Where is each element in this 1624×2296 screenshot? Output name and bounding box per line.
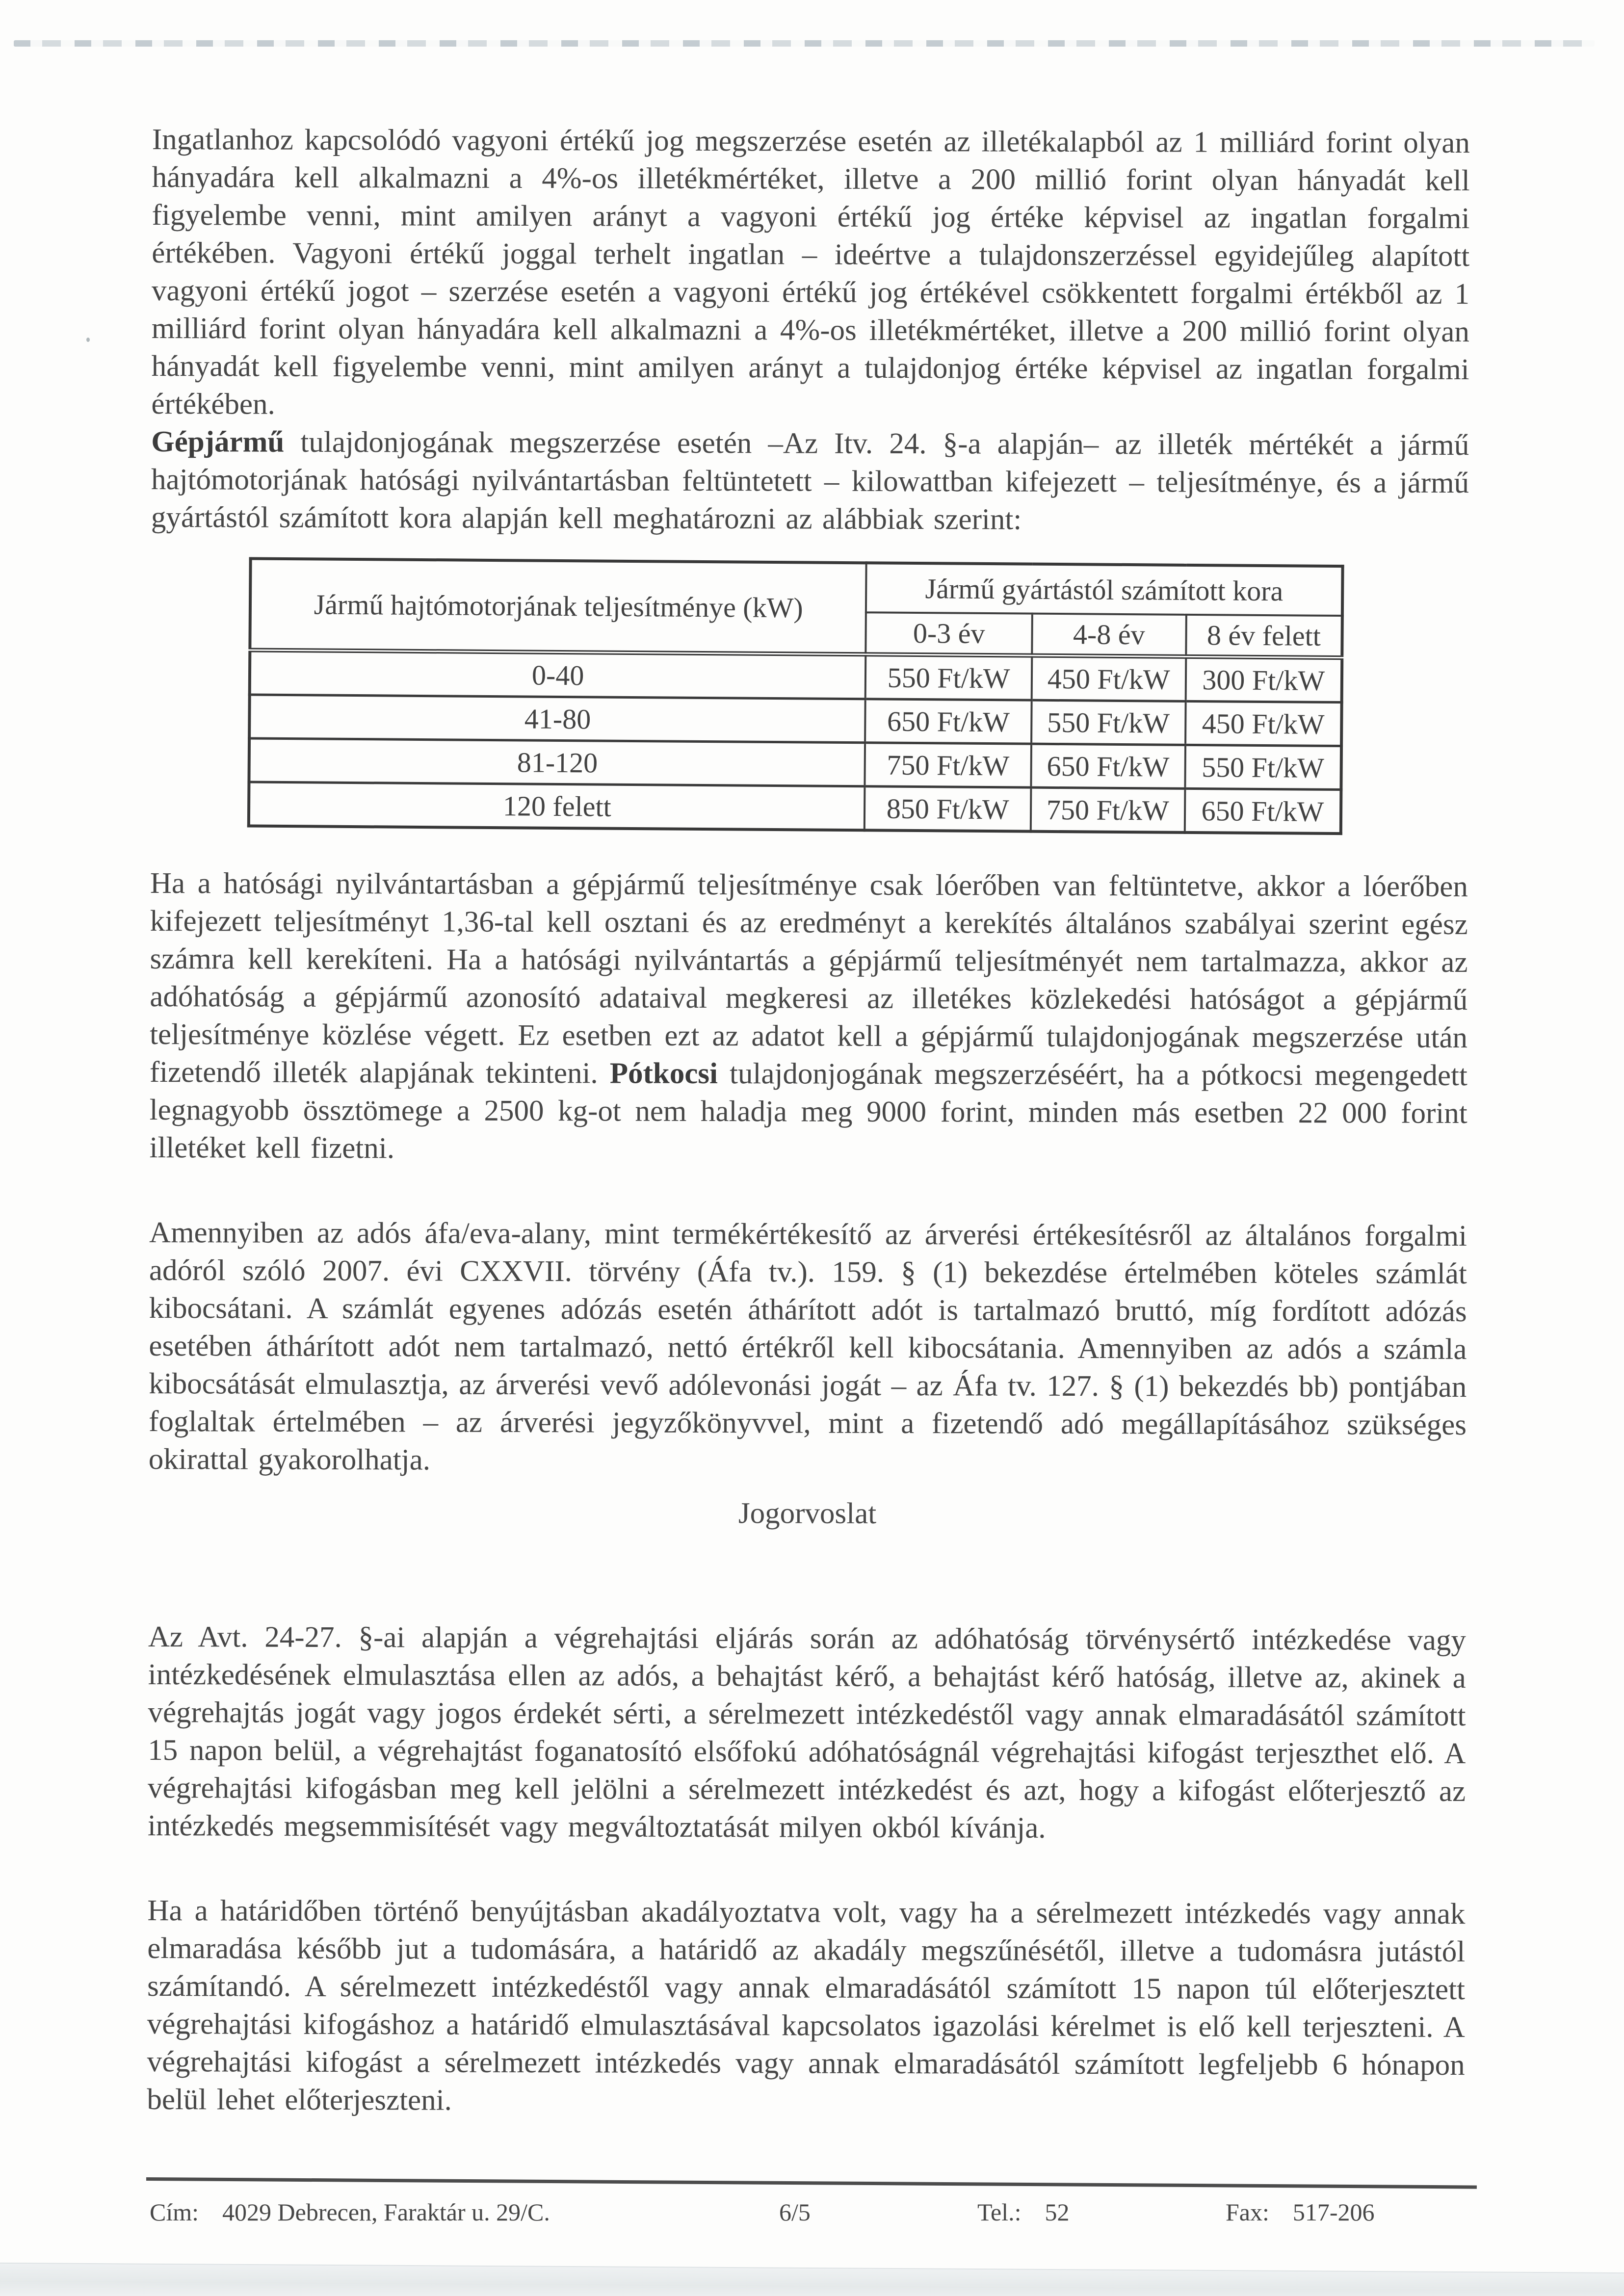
- footer-divider-rule: [146, 2177, 1477, 2189]
- rate-cell: 650 Ft/kW: [865, 699, 1032, 744]
- footer-address-label: Cím:: [150, 2198, 199, 2226]
- table-header-age-8plus: 8 év felett: [1186, 615, 1342, 658]
- table-header-age-4-8: 4-8 év: [1032, 614, 1186, 657]
- footer-telephone-value: 52: [1045, 2198, 1070, 2226]
- footer-address-value: 4029 Debrecen, Faraktár u. 29/C.: [222, 2198, 550, 2226]
- paragraph-vat-invoice: Amennyiben az adós áfa/eva-alany, mint termékértékesítő az árverési értékesítésről az általános forgalmi adóról szóló 2007. évi CXXVII. törvény (Áfa tv.). 159. § (1) bekezdése értelmében köteles számlát kibocsátani. A számlát egyenes adózás esetén áthárított adót is tartalmazó bruttó, míg fordított adózás esetében áthárított adót nem tartalmazó, nettó értékről kell kibocsátania. Amennyiben az adós a számla kibocsátását elmulasztja, az árverési vevő adólevonási jogát – az Áfa tv. 127. § (1) bekezdés bb) pontjában foglaltak értelmében – az árverési jegyzőkönyvvel, mint a fizetendő adó megállapításához szükséges okirattal gyakorolhatja.: [148, 1216, 1467, 1477]
- paragraph-vehicle-duty: [151, 423, 1469, 540]
- power-range-cell: 0-40: [250, 650, 866, 699]
- table-row: [249, 738, 1341, 790]
- power-range-cell: 120 felett: [249, 782, 865, 830]
- paragraph-horsepower-trailer: [149, 864, 1468, 1170]
- scan-artifact-bottom-band: [0, 2263, 1624, 2296]
- footer-fax: [1226, 2198, 1375, 2226]
- table-row: [249, 782, 1341, 834]
- rate-cell: 550 Ft/kW: [865, 654, 1032, 700]
- rate-cell: 650 Ft/kW: [1031, 744, 1185, 788]
- table-row: [249, 695, 1342, 746]
- rate-cell: 850 Ft/kW: [864, 786, 1031, 832]
- paragraph-vehicle-duty-text: tulajdonjogának megszerzése esetén –Az Itv. 24. §-a alapján– az illeték mértékét a jármű hajtómotorjának hatósági nyilvántartásban feltüntetett – kilowattban kifejezett – teljesítménye, és a jármű gyártástól számított kora alapján kell meghatározni az alábbiak szerint:: [151, 425, 1469, 536]
- document-body: [147, 121, 1470, 2122]
- scan-artifact-speck: [86, 338, 90, 342]
- power-range-cell: 81-120: [249, 738, 865, 786]
- footer-telephone-label: Tel.:: [977, 2198, 1022, 2226]
- footer-page-number: 6/5: [779, 2198, 811, 2226]
- paragraph-trailer-text: tulajdonjogának megszerzéséért, ha a pótkocsi megengedett legnagyobb össztömege a 2500 kg-ot nem haladja meg 9000 forint, minden más esetben 22 000 forint illetéket kell fizetni.: [149, 1057, 1468, 1165]
- table-header-age-0-3: 0-3 év: [866, 612, 1032, 655]
- rate-cell: 750 Ft/kW: [865, 743, 1031, 787]
- table-header-power: Jármű hajtómotorjának teljesítménye (kW): [250, 559, 866, 654]
- footer-telephone: [977, 2198, 1070, 2226]
- rate-cell: 550 Ft/kW: [1185, 745, 1341, 789]
- paragraph-enforcement-objection: Az Avt. 24-27. §-ai alapján a végrehajtási eljárás során az adóhatóság törvénysértő intézkedése vagy intézkedésének elmulasztása ellen az adós, a behajtást kérő, a behajtást kérő hatóság, illetve az, akinek a végrehajtás jogát vagy jogos érdekét sérti, a sérelmezett intézkedéstől vagy annak elmaradásától számított 15 napon belül, a végrehajtást foganatosító elsőfokú adóhatóságnál végrehajtási kifogást terjeszthet elő. A végrehajtási kifogásban meg kell jelölni a sérelmezett intézkedést és azt, hogy a kifogást előterjesztő az intézkedés megsemmisítését vagy megváltoztatását milyen okból kívánja.: [147, 1620, 1466, 1845]
- paragraph-spacer: [149, 1167, 1467, 1217]
- footer-address: [150, 2198, 550, 2226]
- section-heading-jogorvoslat: Jogorvoslat: [738, 1497, 877, 1530]
- rate-cell: 750 Ft/kW: [1031, 787, 1185, 833]
- paragraph-property-rights: Ingatlanhoz kapcsolódó vagyoni értékű jog megszerzése esetén az illetékalapból az 1 milliárd forint olyan hányadára kell alkalmazni a 4%-os illetékmértéket, illetve a 200 millió forint olyan hányadát kell figyelembe venni, mint amilyen arányt a vagyoni értékű jog értéke képvisel az ingatlan forgalmi értékében. Vagyoni értékű joggal terhelt ingatlan – ideértve a tulajdonszerzéssel egyidejűleg alapított vagyoni értékű jogot – szerzése esetén a vagyoni értékű jog értékével csökkentett forgalmi értékből az 1 milliárd forint olyan hányadára kell alkalmazni a 4%-os illetékmértéket, illetve a 200 millió forint olyan hányadát kell figyelembe venni, mint amilyen arányt a tulajdonjog értéke képvisel az ingatlan forgalmi értékében.: [151, 123, 1470, 421]
- footer-fax-value: 517-206: [1292, 2198, 1375, 2226]
- scan-artifact-top-band: [14, 40, 1595, 47]
- table-header-age-span: Jármű gyártástól számított kora: [866, 563, 1342, 616]
- paragraph-horsepower-text: Ha a hatósági nyilvántartásban a gépjármű teljesítménye csak lóerőben van feltüntetve, akkor a lóerőben kifejezett teljesítményt 1,36-tal kell osztani és az eredményt a kerekítés általános szabályai szerint egész számra kell kerekíteni. Ha a hatósági nyilvántartás a gépjármű teljesítményét nem tartalmazza, akkor az adóhatóság a gépjármű azonosító adataival megkeresi az illetékes közlekedési hatóságot a gépjármű teljesítménye közlése végett. Ez esetben ezt az adatot kell a gépjármű tulajdonjogának megszerzése után fizetendő illeték alapjának tekinteni.: [149, 866, 1468, 1090]
- vehicle-duty-rate-table: [247, 557, 1344, 835]
- footer-fax-label: Fax:: [1226, 2198, 1269, 2226]
- paragraph-deadline-rules: Ha a határidőben történő benyújtásban akadályoztatva volt, vagy ha a sérelmezett intézkedés vagy annak elmaradása később jut a tudomására, a határidő az akadály megszűnésétől, illetve a tudomásra jutástól számítandó. A sérelmezett intézkedéstől vagy annak elmaradásától számított 15 napon túl előterjesztett végrehajtási kifogáshoz a határidő elmulasztásával kapcsolatos igazolási kérelmet is elő kell terjeszteni. A végrehajtási kifogást a sérelmezett intézkedés vagy annak elmaradásától számított legfeljebb 6 hónapon belül lehet előterjeszteni.: [147, 1894, 1466, 2117]
- rate-cell: 550 Ft/kW: [1031, 700, 1185, 745]
- rate-cell: 450 Ft/kW: [1185, 701, 1342, 746]
- rate-cell: 650 Ft/kW: [1184, 788, 1341, 834]
- heading-spacer: [148, 1531, 1466, 1621]
- bold-lead-gepjarmu: Gépjármű: [151, 425, 285, 459]
- power-range-cell: 41-80: [249, 695, 865, 743]
- rate-cell: 450 Ft/kW: [1031, 655, 1185, 701]
- bold-potkocsi: Pótkocsi: [609, 1057, 718, 1091]
- paragraph-spacer: [148, 1845, 1466, 1895]
- rate-cell: 300 Ft/kW: [1185, 656, 1342, 702]
- table-row: [250, 650, 1342, 703]
